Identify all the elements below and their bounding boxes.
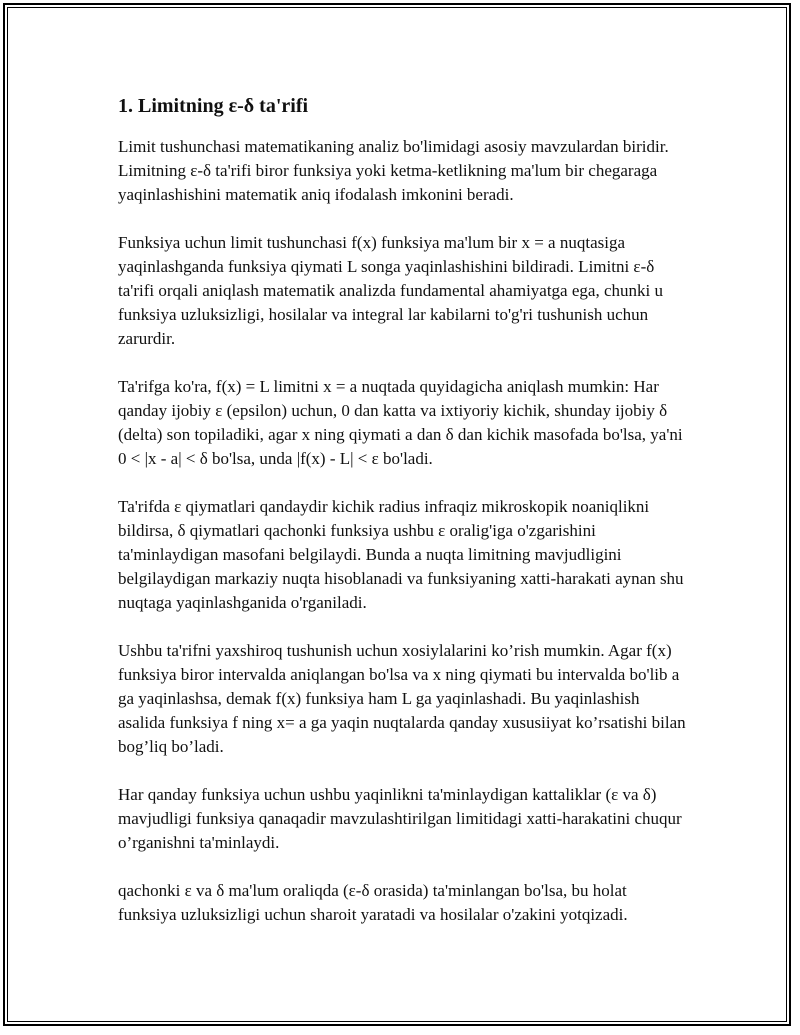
paragraph-6: Har qanday funksiya uchun ushbu yaqinlikni ta'minlaydigan kattaliklar (ε va δ) mavjudligi funksiya qanaqadir mavzulashtirilgan limitidagi xatti-harakatini chuqur o’rganishni ta'minlaydi. xyxy=(118,785,682,852)
paragraph-4: Ta'rifda ε qiymatlari qandaydir kichik radius infraqiz mikroskopik noaniqlikni bildirsa, δ qiymatlari qachonki funksiya ushbu ε oralig'iga o'zgarishini ta'minlaydigan masofani belgilaydi. Bunda a nuqta limitning mavjudligini belgilaydigan markaziy nuqta hisoblanadi va funksiyaning xatti-harakati aynan shu nuqtaga yaqinlashganida o'rganiladi. xyxy=(118,497,684,612)
paragraph-5: Ushbu ta'rifni yaxshiroq tushunish uchun xosiylalarini ko’rish mumkin. Agar f(x) funksiya biror intervalda aniqlangan bo'lsa va x ning qiymati bu intervalda bo'lib a ga yaqinlashsa, demak f(x) funksiya ham L ga yaqinlashadi. Bu yaqinlashish asalida funksiya f ning x= a ga yaqin nuqtalarda qanday xususiiyat ko’rsatishi bilan bog’liq bo’ladi. xyxy=(118,641,686,756)
document-body xyxy=(118,92,688,951)
paragraph-3: Ta'rifga ko'ra, f(x) = L limitni x = a nuqtada quyidagicha aniqlash mumkin: Har qanday ijobiy ε (epsilon) uchun, 0 dan katta va ixtiyoriy kichik, shunday ijobiy δ (delta) son topiladiki, agar x ning qiymati a dan δ dan kichik masofada bo'lsa, ya'ni 0 < |x - a| < δ bo'lsa, unda |f(x) - L| < ε bo'ladi. xyxy=(118,377,683,468)
section-heading: 1. Limitning ε-δ ta'rifi xyxy=(118,95,309,117)
paragraph-7: qachonki ε va δ ma'lum oraliqda (ε-δ orasida) ta'minlangan bo'lsa, bu holat funksiya uzluksizligi uchun sharoit yaratadi va hosilalar o'zakini yotqizadi. xyxy=(118,881,628,924)
paragraph-1: Limit tushunchasi matematikaning analiz bo'limidagi asosiy mavzulardan biridir. Limitning ε-δ ta'rifi biror funksiya yoki ketma-ketlikning ma'lum bir chegaraga yaqinlashishini matematik aniq ifodalash imkonini beradi. xyxy=(118,137,669,204)
paragraph-2: Funksiya uchun limit tushunchasi f(x) funksiya ma'lum bir x = a nuqtasiga yaqinlashganda funksiya qiymati L songa yaqinlashishini bildiradi. Limitni ε-δ ta'rifi orqali aniqlash matematik analizda fundamental ahamiyatga ega, chunki u funksiya uzluksizligi, hosilalar va integral lar kabilarni to'g'ri tushunish uchun zarurdir. xyxy=(118,233,663,348)
